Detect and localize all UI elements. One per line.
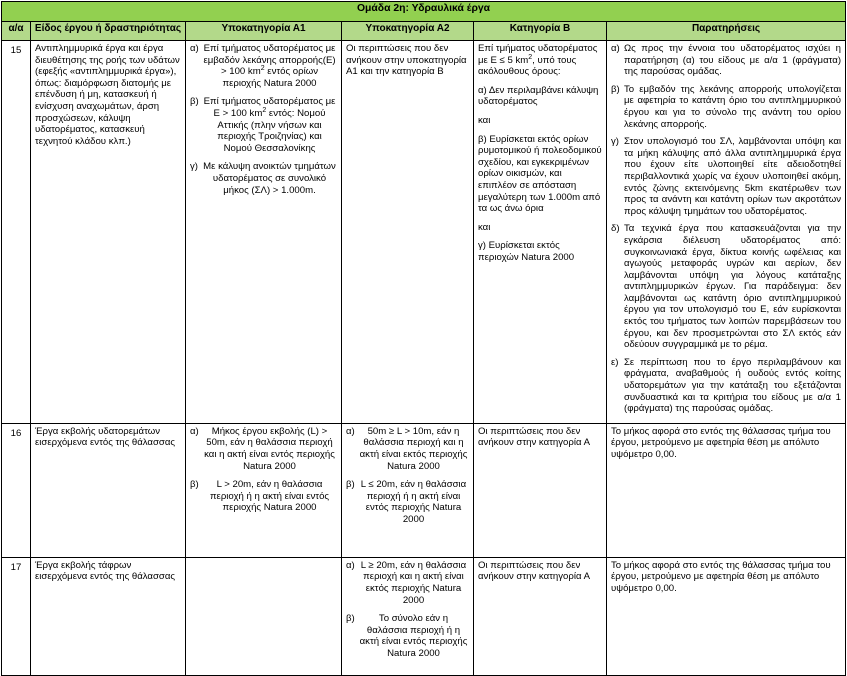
table-row bbox=[2, 423, 846, 557]
a2-text: Οι περιπτώσεις που δεν ανήκουν στην υποκατηγορία Α1 και την κατηγορία Β bbox=[346, 43, 467, 78]
header-aa: α/α bbox=[2, 22, 31, 41]
header-b: Κατηγορία Β bbox=[474, 22, 607, 41]
b-condition-c: γ) Ευρίσκεται εκτός περιοχών Natura 2000 bbox=[478, 240, 575, 263]
note-text: Ως προς την έννοια του υδατορέματος ισχύει η παρατήρηση (α) του είδους με α/α 1 (φράγματα) της παρούσας ομάδας. bbox=[624, 43, 842, 78]
item-label: α) bbox=[190, 43, 199, 54]
item-label: β) bbox=[346, 613, 355, 625]
item-label: α) bbox=[346, 559, 355, 571]
header-type: Είδος έργου ή δραστηριότητας bbox=[31, 22, 186, 41]
a2-cell bbox=[342, 557, 474, 675]
note-label: δ) bbox=[611, 223, 620, 235]
b-cell bbox=[474, 557, 607, 675]
item-label: β) bbox=[190, 96, 199, 108]
a1-item bbox=[190, 161, 337, 196]
a2-cell bbox=[342, 423, 474, 557]
item-text: Το σύνολο εάν η θαλάσσια περιοχή ή η ακτή είναι εντός περιοχής Natura 2000 bbox=[359, 613, 468, 659]
a2-item bbox=[346, 426, 469, 472]
note-label: ε) bbox=[611, 356, 619, 368]
a1-item bbox=[190, 479, 337, 514]
note-text: Το εμβαδόν της λεκάνης απορροής υπολογίζεται με αφετηρία το κατάντη όριο του αντιπλημμυρικού έργου και για το σύνολο της ανάντη του ορίου λεκάνης απορροής. bbox=[624, 83, 842, 130]
item-label: β) bbox=[190, 479, 199, 491]
header-notes: Παρατηρήσεις bbox=[607, 22, 846, 41]
header-a2: Υποκατηγορία Α2 bbox=[342, 22, 474, 41]
item-text: Με κάλυψη ανοικτών τμημάτων υδατορέματος σε συνολικό μήκος (ΣΛ) > 1.000m. bbox=[203, 161, 336, 196]
a2-cell bbox=[342, 41, 474, 424]
b-condition-a: α) Δεν περιλαμβάνει κάλυψη υδατορέματος bbox=[478, 84, 599, 108]
note-text: Σε περίπτωση που το έργο περιλαμβάνουν και φράγματα, αναβαθμούς ή ουδούς εντός κοίτης υδατορεμάτων για την κατάταξη του εξετάζονται συνδυαστικά και τα κριτήρια του είδους με α/α 1 (φράγματα) της παρούσας ομάδας. bbox=[624, 356, 842, 415]
notes-cell bbox=[607, 557, 846, 675]
b-text: Οι περιπτώσεις που δεν ανήκουν στην κατηγορία Α bbox=[478, 425, 591, 449]
header-row bbox=[2, 22, 846, 41]
note-text: Τα τεχνικά έργα που κατασκευάζονται για την εγκάρσια διέλευση υδατορέματος από: συγκοινωνιακά έργα, δίκτυα κοινής ωφέλειας και αγωγούς μεταφοράς υγρών και αερίων, δεν λαμβάνονται υπόψη για λόγους κατάταξης αντιπλημμυρικών έργων. Για παράδειγμα: δεν λαμβάνονται ως κατάντη όριο αντιπλημμυρικού έργου για τον υπολογισμό του Ε, εάν ευρίσκονται εκτός του τμήματος των λοιπών παρεμβάσεων του έργου, και δεν προσμετρώνται στο ΣΛ εκτός εάν οδεύουν συγγραμμικά με το ρέμα. bbox=[624, 223, 842, 351]
work-type-text: Έργα εκβολής τάφρων εισερχόμενα εντός της θάλασσας bbox=[35, 559, 175, 583]
category-table bbox=[1, 1, 846, 676]
note-item bbox=[611, 43, 841, 78]
a1-item bbox=[190, 426, 337, 472]
b-and: και bbox=[478, 221, 491, 233]
note-item bbox=[611, 84, 841, 130]
b-text: Οι περιπτώσεις που δεν ανήκουν στην κατηγορία Α bbox=[478, 559, 591, 583]
b-and: και bbox=[478, 114, 491, 126]
item-text: L ≥ 20m, εάν η θαλάσσια περιοχή και η ακτή είναι εκτός περιοχής Natura 2000 bbox=[360, 559, 467, 606]
note-label: β) bbox=[611, 83, 620, 95]
note-text: Το μήκος αφορά στο εντός της θάλασσας τμήμα του έργου, μετρούμενο με αφετηρία θέση με απόλυτο υψόμετρο 0,00. bbox=[611, 559, 831, 594]
item-text: Επί τμήματος υδατορέματος με Ε > 100 $km^2$ εντός: Νομού Αττικής (πλην νήσων και περιοχής Τροιζηνίας) και Νομού Θεσσαλονίκης bbox=[203, 96, 336, 154]
table-row bbox=[2, 41, 846, 424]
item-text: Μήκος έργου εκβολής (L) > 50m, εάν η θαλάσσια περιοχή και η ακτή είναι εντός περιοχής Natura 2000 bbox=[204, 425, 335, 472]
b-condition-b: β) Ευρίσκεται εκτός ορίων ρυμοτομικού ή πολεοδομικού σχεδίου, και εγκεκριμένων ορίων οικισμών, και επιπλέον σε απόσταση μεγαλύτερη των 1.000m από τα ως άνω όρια bbox=[478, 133, 602, 215]
a1-cell bbox=[186, 41, 342, 424]
a2-item bbox=[346, 560, 469, 606]
note-item bbox=[611, 136, 841, 217]
item-label: α) bbox=[346, 425, 355, 437]
work-type-text: Αντιπλημμυρικά έργα και έργα διευθέτησης της ροής των υδάτων (εφεξής «αντιπλημμυρικά έργα»), όπως: διαμόρφωση διατομής με επένδυση ή μη, κατασκευή ή ενίσχυση αναχωμάτων, άρση προσχώσεων, κάλυψη υδατορέματος, κατασκευή τεχνητού κλάδου κλπ.) bbox=[35, 43, 180, 147]
work-type-cell bbox=[31, 557, 186, 675]
header-a1: Υποκατηγορία Α1 bbox=[186, 22, 342, 41]
note-text: Το μήκος αφορά στο εντός της θάλασσας τμήμα του έργου, μετρούμενο με αφετηρία θέση με απόλυτο υψόμετρο 0,00. bbox=[611, 425, 831, 460]
row-number: 15 bbox=[2, 41, 31, 424]
table-title-row bbox=[2, 2, 846, 22]
b-intro: Επί τμήματος υδατορέματος με Ε ≤ 5 $km^2$, υπό τους ακόλουθους όρους: bbox=[478, 43, 598, 78]
a2-item bbox=[346, 479, 469, 525]
table-title: Ομάδα 2η: Υδραυλικά έργα bbox=[2, 2, 846, 22]
a1-item bbox=[190, 96, 337, 154]
row-number: 16 bbox=[2, 423, 31, 557]
notes-cell bbox=[607, 41, 846, 424]
item-label: β) bbox=[346, 479, 355, 491]
item-label: α) bbox=[190, 425, 199, 437]
row-number: 17 bbox=[2, 557, 31, 675]
item-text: L > 20m, εάν η θαλάσσια περιοχή ή η ακτή είναι εντός περιοχής Natura 2000 bbox=[209, 479, 330, 514]
note-label: γ) bbox=[611, 136, 619, 148]
note-label: α) bbox=[611, 43, 620, 54]
note-text: Στον υπολογισμό του ΣΛ, λαμβάνονται υπόψη και τα μήκη κάλυψης από άλλα αντιπλημμυρικά έργα που έχουν είτε υλοποιηθεί είτε αδειοδοτηθεί περιβαλλοντικά χωρίς να έχουν υλοποιηθεί ακόμη, εντός ζώνης εκτεινόμενης 5km εκατέρωθεν των προς τα ανάντη και κατάντη ορίων των ακροτάτων προς κάλυψη τμημάτων του υδατορέματος. bbox=[624, 136, 842, 217]
note-item bbox=[611, 357, 841, 415]
a1-cell bbox=[186, 423, 342, 557]
item-text: L ≤ 20m, εάν η θαλάσσια περιοχή ή η ακτή είναι εντός περιοχής Natura 2000 bbox=[360, 479, 467, 525]
a1-item bbox=[190, 43, 337, 89]
work-type-text: Έργα εκβολής υδατορεμάτων εισερχόμενα εντός της θάλασσας bbox=[35, 425, 175, 449]
a1-cell bbox=[186, 557, 342, 675]
notes-cell bbox=[607, 423, 846, 557]
work-type-cell bbox=[31, 41, 186, 424]
a2-item bbox=[346, 613, 469, 659]
item-label: γ) bbox=[190, 161, 198, 173]
b-cell bbox=[474, 423, 607, 557]
b-cell bbox=[474, 41, 607, 424]
item-text: Επί τμήματος υδατορέματος με εμβαδόν λεκάνης απορροής(Ε) > 100 $km^2$ εντός ορίων περιοχής Natura 2000 bbox=[203, 43, 336, 89]
work-type-cell bbox=[31, 423, 186, 557]
item-text: 50m ≥ L > 10m, εάν η θαλάσσια περιοχή και η ακτή είναι εκτός περιοχής Natura 2000 bbox=[359, 425, 468, 472]
table-row bbox=[2, 557, 846, 675]
note-item bbox=[611, 223, 841, 351]
